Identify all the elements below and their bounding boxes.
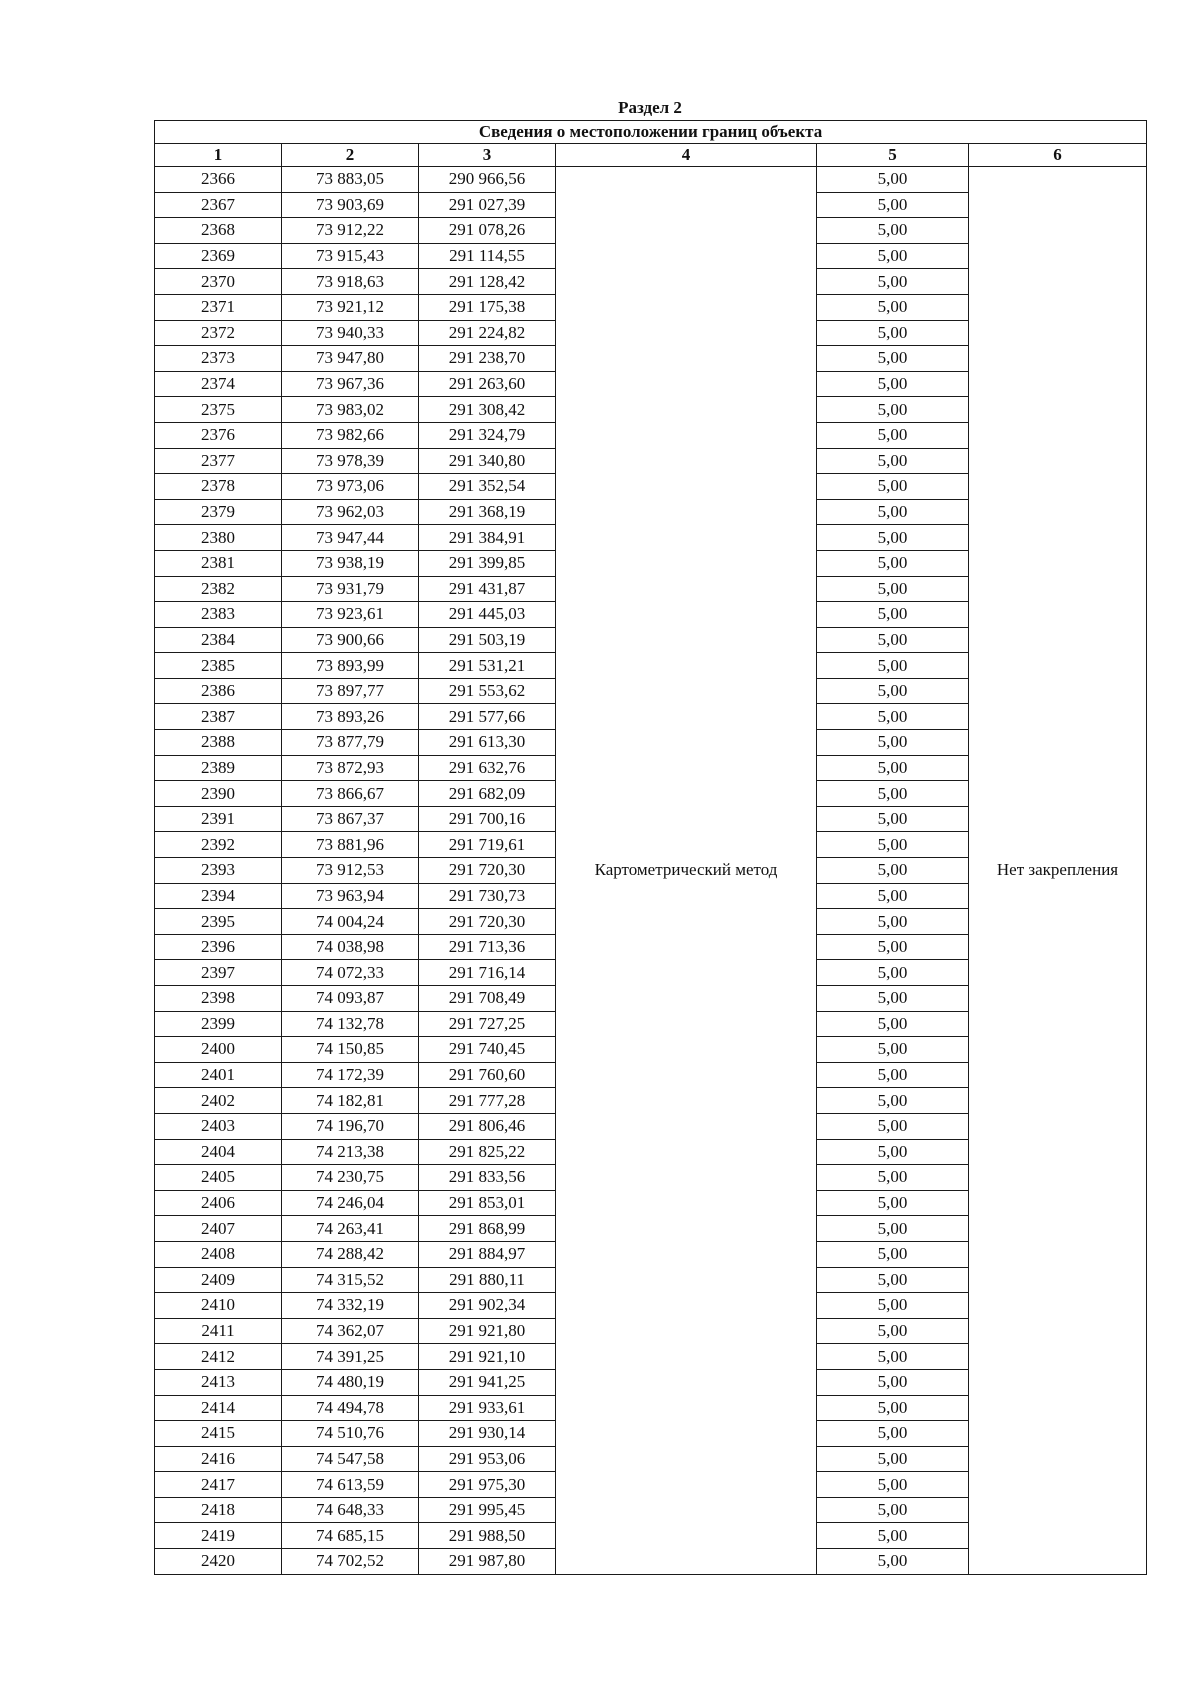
- x-coordinate: 74 494,78: [282, 1395, 419, 1421]
- x-coordinate: 73 912,22: [282, 218, 419, 244]
- x-coordinate: 73 931,79: [282, 576, 419, 602]
- y-coordinate: 291 078,26: [419, 218, 556, 244]
- x-coordinate: 73 921,12: [282, 294, 419, 320]
- point-number: 2377: [155, 448, 282, 474]
- error-value: 5,00: [817, 832, 969, 858]
- point-number: 2387: [155, 704, 282, 730]
- point-number: 2384: [155, 627, 282, 653]
- point-number: 2409: [155, 1267, 282, 1293]
- y-coordinate: 291 953,06: [419, 1446, 556, 1472]
- error-value: 5,00: [817, 320, 969, 346]
- point-number: 2404: [155, 1139, 282, 1165]
- x-coordinate: 74 182,81: [282, 1088, 419, 1114]
- x-coordinate: 73 923,61: [282, 602, 419, 628]
- point-number: 2403: [155, 1113, 282, 1139]
- point-number: 2406: [155, 1190, 282, 1216]
- x-coordinate: 73 872,93: [282, 755, 419, 781]
- error-value: 5,00: [817, 1472, 969, 1498]
- y-coordinate: 291 777,28: [419, 1088, 556, 1114]
- point-number: 2402: [155, 1088, 282, 1114]
- column-number-6: 6: [969, 144, 1147, 167]
- x-coordinate: 74 362,07: [282, 1318, 419, 1344]
- column-number-3: 3: [419, 144, 556, 167]
- column-number-5: 5: [817, 144, 969, 167]
- x-coordinate: 74 391,25: [282, 1344, 419, 1370]
- x-coordinate: 73 938,19: [282, 550, 419, 576]
- error-value: 5,00: [817, 1113, 969, 1139]
- point-number: 2419: [155, 1523, 282, 1549]
- y-coordinate: 291 708,49: [419, 986, 556, 1012]
- x-coordinate: 73 918,63: [282, 269, 419, 295]
- error-value: 5,00: [817, 525, 969, 551]
- y-coordinate: 291 027,39: [419, 192, 556, 218]
- y-coordinate: 291 324,79: [419, 422, 556, 448]
- error-value: 5,00: [817, 730, 969, 756]
- point-number: 2374: [155, 371, 282, 397]
- x-coordinate: 73 893,99: [282, 653, 419, 679]
- x-coordinate: 74 196,70: [282, 1113, 419, 1139]
- point-number: 2399: [155, 1011, 282, 1037]
- x-coordinate: 74 315,52: [282, 1267, 419, 1293]
- column-number-4: 4: [556, 144, 817, 167]
- column-number-1: 1: [155, 144, 282, 167]
- point-number: 2378: [155, 474, 282, 500]
- x-coordinate: 73 962,03: [282, 499, 419, 525]
- error-value: 5,00: [817, 269, 969, 295]
- y-coordinate: 291 902,34: [419, 1293, 556, 1319]
- point-number: 2392: [155, 832, 282, 858]
- error-value: 5,00: [817, 1190, 969, 1216]
- point-number: 2416: [155, 1446, 282, 1472]
- y-coordinate: 291 930,14: [419, 1421, 556, 1447]
- error-value: 5,00: [817, 1344, 969, 1370]
- error-value: 5,00: [817, 858, 969, 884]
- x-coordinate: 73 897,77: [282, 678, 419, 704]
- y-coordinate: 291 700,16: [419, 806, 556, 832]
- y-coordinate: 291 880,11: [419, 1267, 556, 1293]
- y-coordinate: 291 713,36: [419, 934, 556, 960]
- point-number: 2371: [155, 294, 282, 320]
- error-value: 5,00: [817, 1549, 969, 1575]
- y-coordinate: 291 921,10: [419, 1344, 556, 1370]
- point-number: 2385: [155, 653, 282, 679]
- x-coordinate: 74 093,87: [282, 986, 419, 1012]
- y-coordinate: 291 553,62: [419, 678, 556, 704]
- y-coordinate: 291 577,66: [419, 704, 556, 730]
- error-value: 5,00: [817, 346, 969, 372]
- error-value: 5,00: [817, 448, 969, 474]
- error-value: 5,00: [817, 1421, 969, 1447]
- y-coordinate: 291 995,45: [419, 1497, 556, 1523]
- y-coordinate: 291 933,61: [419, 1395, 556, 1421]
- x-coordinate: 73 940,33: [282, 320, 419, 346]
- x-coordinate: 73 978,39: [282, 448, 419, 474]
- error-value: 5,00: [817, 167, 969, 193]
- y-coordinate: 291 806,46: [419, 1113, 556, 1139]
- point-number: 2396: [155, 934, 282, 960]
- y-coordinate: 291 384,91: [419, 525, 556, 551]
- point-number: 2410: [155, 1293, 282, 1319]
- x-coordinate: 74 510,76: [282, 1421, 419, 1447]
- x-coordinate: 74 480,19: [282, 1369, 419, 1395]
- point-number: 2375: [155, 397, 282, 423]
- point-number: 2368: [155, 218, 282, 244]
- y-coordinate: 291 730,73: [419, 883, 556, 909]
- y-coordinate: 291 128,42: [419, 269, 556, 295]
- y-coordinate: 291 308,42: [419, 397, 556, 423]
- error-value: 5,00: [817, 1216, 969, 1242]
- error-value: 5,00: [817, 422, 969, 448]
- point-number: 2369: [155, 243, 282, 269]
- x-coordinate: 73 903,69: [282, 192, 419, 218]
- point-number: 2382: [155, 576, 282, 602]
- x-coordinate: 73 982,66: [282, 422, 419, 448]
- y-coordinate: 291 720,30: [419, 909, 556, 935]
- point-number: 2413: [155, 1369, 282, 1395]
- point-number: 2418: [155, 1497, 282, 1523]
- error-value: 5,00: [817, 1267, 969, 1293]
- y-coordinate: 291 340,80: [419, 448, 556, 474]
- x-coordinate: 73 883,05: [282, 167, 419, 193]
- error-value: 5,00: [817, 243, 969, 269]
- error-value: 5,00: [817, 986, 969, 1012]
- x-coordinate: 74 132,78: [282, 1011, 419, 1037]
- point-number: 2397: [155, 960, 282, 986]
- y-coordinate: 291 868,99: [419, 1216, 556, 1242]
- x-coordinate: 73 912,53: [282, 858, 419, 884]
- error-value: 5,00: [817, 499, 969, 525]
- y-coordinate: 291 825,22: [419, 1139, 556, 1165]
- point-number: 2417: [155, 1472, 282, 1498]
- y-coordinate: 291 238,70: [419, 346, 556, 372]
- error-value: 5,00: [817, 627, 969, 653]
- point-number: 2407: [155, 1216, 282, 1242]
- x-coordinate: 73 967,36: [282, 371, 419, 397]
- error-value: 5,00: [817, 1523, 969, 1549]
- error-value: 5,00: [817, 755, 969, 781]
- x-coordinate: 73 866,67: [282, 781, 419, 807]
- point-number: 2414: [155, 1395, 282, 1421]
- error-value: 5,00: [817, 550, 969, 576]
- point-number: 2411: [155, 1318, 282, 1344]
- y-coordinate: 290 966,56: [419, 167, 556, 193]
- point-number: 2420: [155, 1549, 282, 1575]
- x-coordinate: 74 172,39: [282, 1062, 419, 1088]
- y-coordinate: 291 921,80: [419, 1318, 556, 1344]
- y-coordinate: 291 263,60: [419, 371, 556, 397]
- y-coordinate: 291 175,38: [419, 294, 556, 320]
- table-body: [155, 167, 1147, 1575]
- error-value: 5,00: [817, 192, 969, 218]
- error-value: 5,00: [817, 371, 969, 397]
- error-value: 5,00: [817, 934, 969, 960]
- error-value: 5,00: [817, 397, 969, 423]
- column-number-2: 2: [282, 144, 419, 167]
- y-coordinate: 291 352,54: [419, 474, 556, 500]
- x-coordinate: 74 072,33: [282, 960, 419, 986]
- error-value: 5,00: [817, 806, 969, 832]
- error-value: 5,00: [817, 1497, 969, 1523]
- point-number: 2393: [155, 858, 282, 884]
- x-coordinate: 74 613,59: [282, 1472, 419, 1498]
- point-number: 2379: [155, 499, 282, 525]
- point-number: 2391: [155, 806, 282, 832]
- y-coordinate: 291 941,25: [419, 1369, 556, 1395]
- point-number: 2390: [155, 781, 282, 807]
- x-coordinate: 73 947,44: [282, 525, 419, 551]
- error-value: 5,00: [817, 1139, 969, 1165]
- point-number: 2412: [155, 1344, 282, 1370]
- y-coordinate: 291 682,09: [419, 781, 556, 807]
- table-row: [155, 167, 1147, 193]
- point-number: 2370: [155, 269, 282, 295]
- error-value: 5,00: [817, 909, 969, 935]
- x-coordinate: 73 867,37: [282, 806, 419, 832]
- error-value: 5,00: [817, 781, 969, 807]
- error-value: 5,00: [817, 1088, 969, 1114]
- error-value: 5,00: [817, 602, 969, 628]
- point-number: 2395: [155, 909, 282, 935]
- error-value: 5,00: [817, 653, 969, 679]
- point-number: 2367: [155, 192, 282, 218]
- x-coordinate: 74 246,04: [282, 1190, 419, 1216]
- error-value: 5,00: [817, 1011, 969, 1037]
- y-coordinate: 291 833,56: [419, 1165, 556, 1191]
- y-coordinate: 291 987,80: [419, 1549, 556, 1575]
- x-coordinate: 73 900,66: [282, 627, 419, 653]
- x-coordinate: 74 038,98: [282, 934, 419, 960]
- y-coordinate: 291 632,76: [419, 755, 556, 781]
- x-coordinate: 74 263,41: [282, 1216, 419, 1242]
- method-cell: Картометрический метод: [556, 167, 817, 1575]
- point-number: 2408: [155, 1241, 282, 1267]
- section-title: Раздел 2: [618, 98, 682, 117]
- x-coordinate: 73 893,26: [282, 704, 419, 730]
- y-coordinate: 291 720,30: [419, 858, 556, 884]
- error-value: 5,00: [817, 474, 969, 500]
- error-value: 5,00: [817, 1037, 969, 1063]
- error-value: 5,00: [817, 960, 969, 986]
- x-coordinate: 74 213,38: [282, 1139, 419, 1165]
- x-coordinate: 74 004,24: [282, 909, 419, 935]
- error-value: 5,00: [817, 1395, 969, 1421]
- x-coordinate: 73 963,94: [282, 883, 419, 909]
- point-number: 2381: [155, 550, 282, 576]
- point-number: 2389: [155, 755, 282, 781]
- y-coordinate: 291 975,30: [419, 1472, 556, 1498]
- y-coordinate: 291 760,60: [419, 1062, 556, 1088]
- y-coordinate: 291 853,01: [419, 1190, 556, 1216]
- error-value: 5,00: [817, 1369, 969, 1395]
- error-value: 5,00: [817, 218, 969, 244]
- error-value: 5,00: [817, 1062, 969, 1088]
- error-value: 5,00: [817, 704, 969, 730]
- x-coordinate: 73 983,02: [282, 397, 419, 423]
- error-value: 5,00: [817, 294, 969, 320]
- y-coordinate: 291 716,14: [419, 960, 556, 986]
- y-coordinate: 291 114,55: [419, 243, 556, 269]
- error-value: 5,00: [817, 576, 969, 602]
- error-value: 5,00: [817, 1165, 969, 1191]
- boundary-table: [154, 120, 1147, 1575]
- x-coordinate: 74 702,52: [282, 1549, 419, 1575]
- error-value: 5,00: [817, 678, 969, 704]
- point-number: 2376: [155, 422, 282, 448]
- y-coordinate: 291 740,45: [419, 1037, 556, 1063]
- y-coordinate: 291 531,21: [419, 653, 556, 679]
- x-coordinate: 74 150,85: [282, 1037, 419, 1063]
- error-value: 5,00: [817, 883, 969, 909]
- error-value: 5,00: [817, 1241, 969, 1267]
- error-value: 5,00: [817, 1318, 969, 1344]
- x-coordinate: 73 877,79: [282, 730, 419, 756]
- y-coordinate: 291 727,25: [419, 1011, 556, 1037]
- table-title-row: [155, 121, 1147, 144]
- point-number: 2388: [155, 730, 282, 756]
- point-number: 2372: [155, 320, 282, 346]
- x-coordinate: 74 648,33: [282, 1497, 419, 1523]
- y-coordinate: 291 368,19: [419, 499, 556, 525]
- table-title: Сведения о местоположении границ объекта: [155, 121, 1147, 144]
- point-number: 2394: [155, 883, 282, 909]
- y-coordinate: 291 613,30: [419, 730, 556, 756]
- x-coordinate: 73 881,96: [282, 832, 419, 858]
- x-coordinate: 74 547,58: [282, 1446, 419, 1472]
- x-coordinate: 74 685,15: [282, 1523, 419, 1549]
- fixing-cell: Нет закрепления: [969, 167, 1147, 1575]
- y-coordinate: 291 719,61: [419, 832, 556, 858]
- y-coordinate: 291 224,82: [419, 320, 556, 346]
- y-coordinate: 291 399,85: [419, 550, 556, 576]
- point-number: 2383: [155, 602, 282, 628]
- point-number: 2405: [155, 1165, 282, 1191]
- x-coordinate: 74 332,19: [282, 1293, 419, 1319]
- column-number-row: [155, 144, 1147, 167]
- point-number: 2373: [155, 346, 282, 372]
- point-number: 2415: [155, 1421, 282, 1447]
- point-number: 2380: [155, 525, 282, 551]
- y-coordinate: 291 884,97: [419, 1241, 556, 1267]
- y-coordinate: 291 431,87: [419, 576, 556, 602]
- point-number: 2386: [155, 678, 282, 704]
- x-coordinate: 73 915,43: [282, 243, 419, 269]
- error-value: 5,00: [817, 1446, 969, 1472]
- point-number: 2398: [155, 986, 282, 1012]
- y-coordinate: 291 445,03: [419, 602, 556, 628]
- x-coordinate: 73 947,80: [282, 346, 419, 372]
- y-coordinate: 291 988,50: [419, 1523, 556, 1549]
- x-coordinate: 73 973,06: [282, 474, 419, 500]
- x-coordinate: 74 288,42: [282, 1241, 419, 1267]
- point-number: 2401: [155, 1062, 282, 1088]
- error-value: 5,00: [817, 1293, 969, 1319]
- y-coordinate: 291 503,19: [419, 627, 556, 653]
- point-number: 2400: [155, 1037, 282, 1063]
- point-number: 2366: [155, 167, 282, 193]
- x-coordinate: 74 230,75: [282, 1165, 419, 1191]
